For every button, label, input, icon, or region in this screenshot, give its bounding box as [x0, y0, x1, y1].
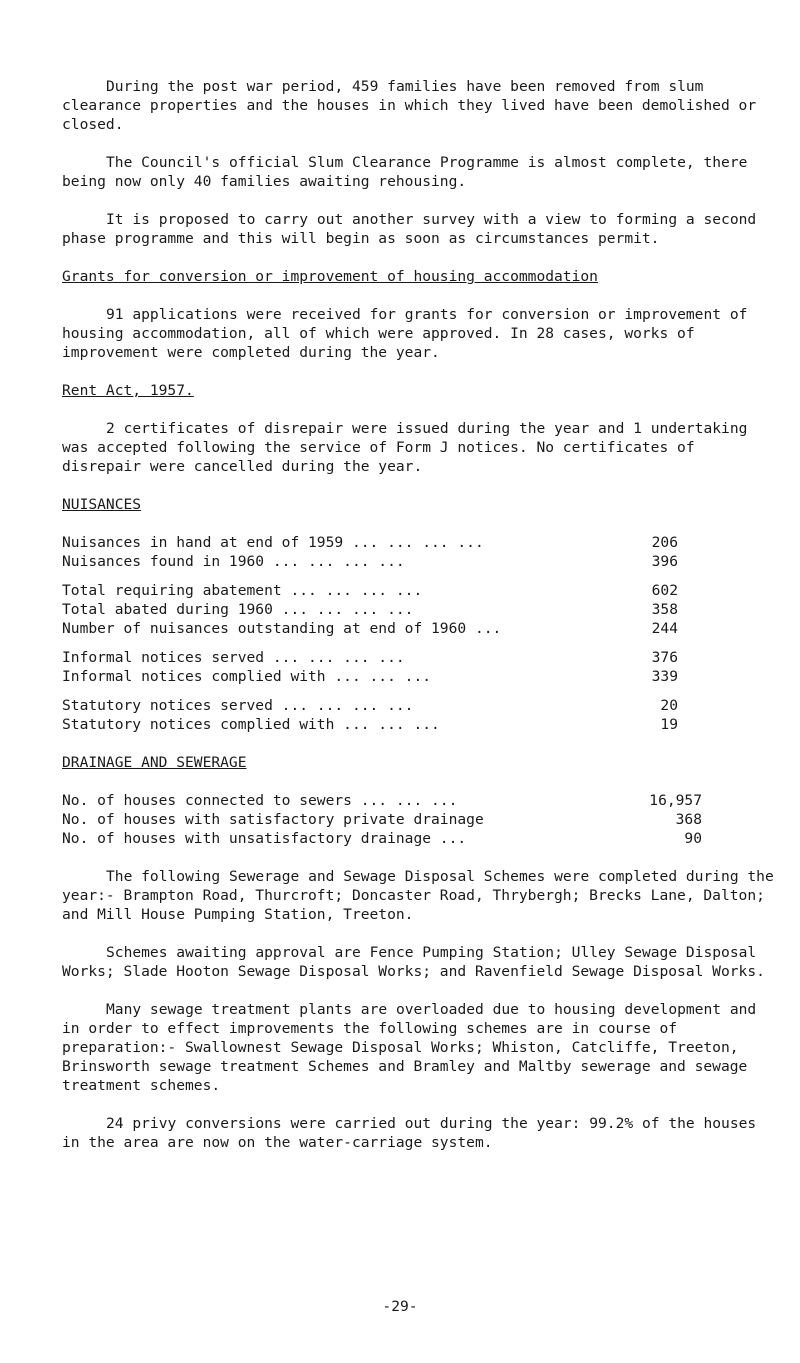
row-label: No. of houses with satisfactory private drainage — [62, 811, 484, 828]
row-label: Informal notices complied with ... ... ... — [62, 668, 432, 685]
row-value: 20 — [660, 697, 678, 714]
row-label: Informal notices served ... ... ... ... — [62, 649, 405, 666]
rent-act-heading: Rent Act, 1957. — [62, 382, 194, 399]
row-value: 19 — [660, 716, 678, 733]
row-value: 396 — [651, 553, 678, 570]
table-row — [62, 533, 678, 552]
row-value: 90 — [684, 830, 702, 847]
table-row — [62, 552, 678, 571]
table-row — [62, 715, 678, 734]
row-value: 368 — [675, 811, 702, 828]
row-label: No. of houses with unsatisfactory drainage ... — [62, 830, 467, 847]
rent-act-paragraph: 2 certificates of disrepair were issued during the year and 1 undertaking was accepted following the service of Form J notices. No certificates of disrepair were cancelled during the year. — [62, 420, 748, 475]
table-row — [62, 619, 678, 638]
table-row — [62, 648, 678, 667]
drainage-paragraph-3: Many sewage treatment plants are overloaded due to housing development and in order to effect improvements the following schemes are in course of preparation:- Swallownest Sewage Disposal Works; Whiston, Catcliffe, Treeton, Brinsworth sewage treatment Schemes and Bramley and Maltby sewerage and sewage treatment schemes. — [62, 1001, 757, 1094]
row-value: 16,957 — [649, 792, 702, 809]
row-value: 358 — [651, 601, 678, 618]
intro-paragraph-2: The Council's official Slum Clearance Programme is almost complete, there being now only 40 families awaiting rehousing. — [62, 154, 748, 190]
page-number: -29- — [382, 1298, 418, 1315]
table-row — [62, 667, 678, 686]
drainage-table — [62, 791, 702, 848]
grants-paragraph: 91 applications were received for grants for conversion or improvement of housing accommodation, all of which were approved. In 28 cases, works of improvement were completed during the year. — [62, 306, 748, 361]
row-label: Number of nuisances outstanding at end of 1960 ... — [62, 620, 502, 637]
row-label: Total requiring abatement ... ... ... ... — [62, 582, 423, 599]
table-row — [62, 829, 702, 848]
grants-heading: Grants for conversion or improvement of housing accommodation — [62, 268, 598, 285]
drainage-paragraph-4: 24 privy conversions were carried out during the year: 99.2% of the houses in the area are now on the water-carriage system. — [62, 1115, 757, 1151]
row-label: Nuisances found in 1960 ... ... ... ... — [62, 553, 405, 570]
drainage-heading: DRAINAGE AND SEWERAGE — [62, 754, 247, 771]
document-page — [62, 77, 782, 1171]
row-value: 244 — [651, 620, 678, 637]
row-value: 602 — [651, 582, 678, 599]
row-value: 339 — [651, 668, 678, 685]
row-label: Nuisances in hand at end of 1959 ... ... ... ... — [62, 534, 484, 551]
row-label: Statutory notices complied with ... ... ... — [62, 716, 440, 733]
table-row — [62, 600, 678, 619]
intro-paragraph-1: During the post war period, 459 families have been removed from slum clearance properties and the houses in which they lived have been demolished or closed. — [62, 78, 757, 133]
drainage-paragraph-2: Schemes awaiting approval are Fence Pumping Station; Ulley Sewage Disposal Works; Slade Hooton Sewage Disposal Works; and Ravenfield Sewage Disposal Works. — [62, 944, 765, 980]
row-label: Total abated during 1960 ... ... ... ... — [62, 601, 414, 618]
nuisances-heading: NUISANCES — [62, 496, 142, 513]
row-label: No. of houses connected to sewers ... ... ... — [62, 792, 458, 809]
table-row — [62, 791, 702, 810]
intro-paragraph-3: It is proposed to carry out another survey with a view to forming a second phase programme and this will begin as soon as circumstances permit. — [62, 211, 757, 247]
table-row — [62, 810, 702, 829]
nuisances-table — [62, 533, 678, 734]
table-row — [62, 696, 678, 715]
drainage-paragraph-1: The following Sewerage and Sewage Disposal Schemes were completed during the year:- Brampton Road, Thurcroft; Doncaster Road, Thrybergh; Brecks Lane, Dalton; and Mill House Pumping Station, Treeton. — [62, 868, 774, 923]
row-value: 206 — [651, 534, 678, 551]
row-label: Statutory notices served ... ... ... ... — [62, 697, 414, 714]
table-row — [62, 581, 678, 600]
row-value: 376 — [651, 649, 678, 666]
